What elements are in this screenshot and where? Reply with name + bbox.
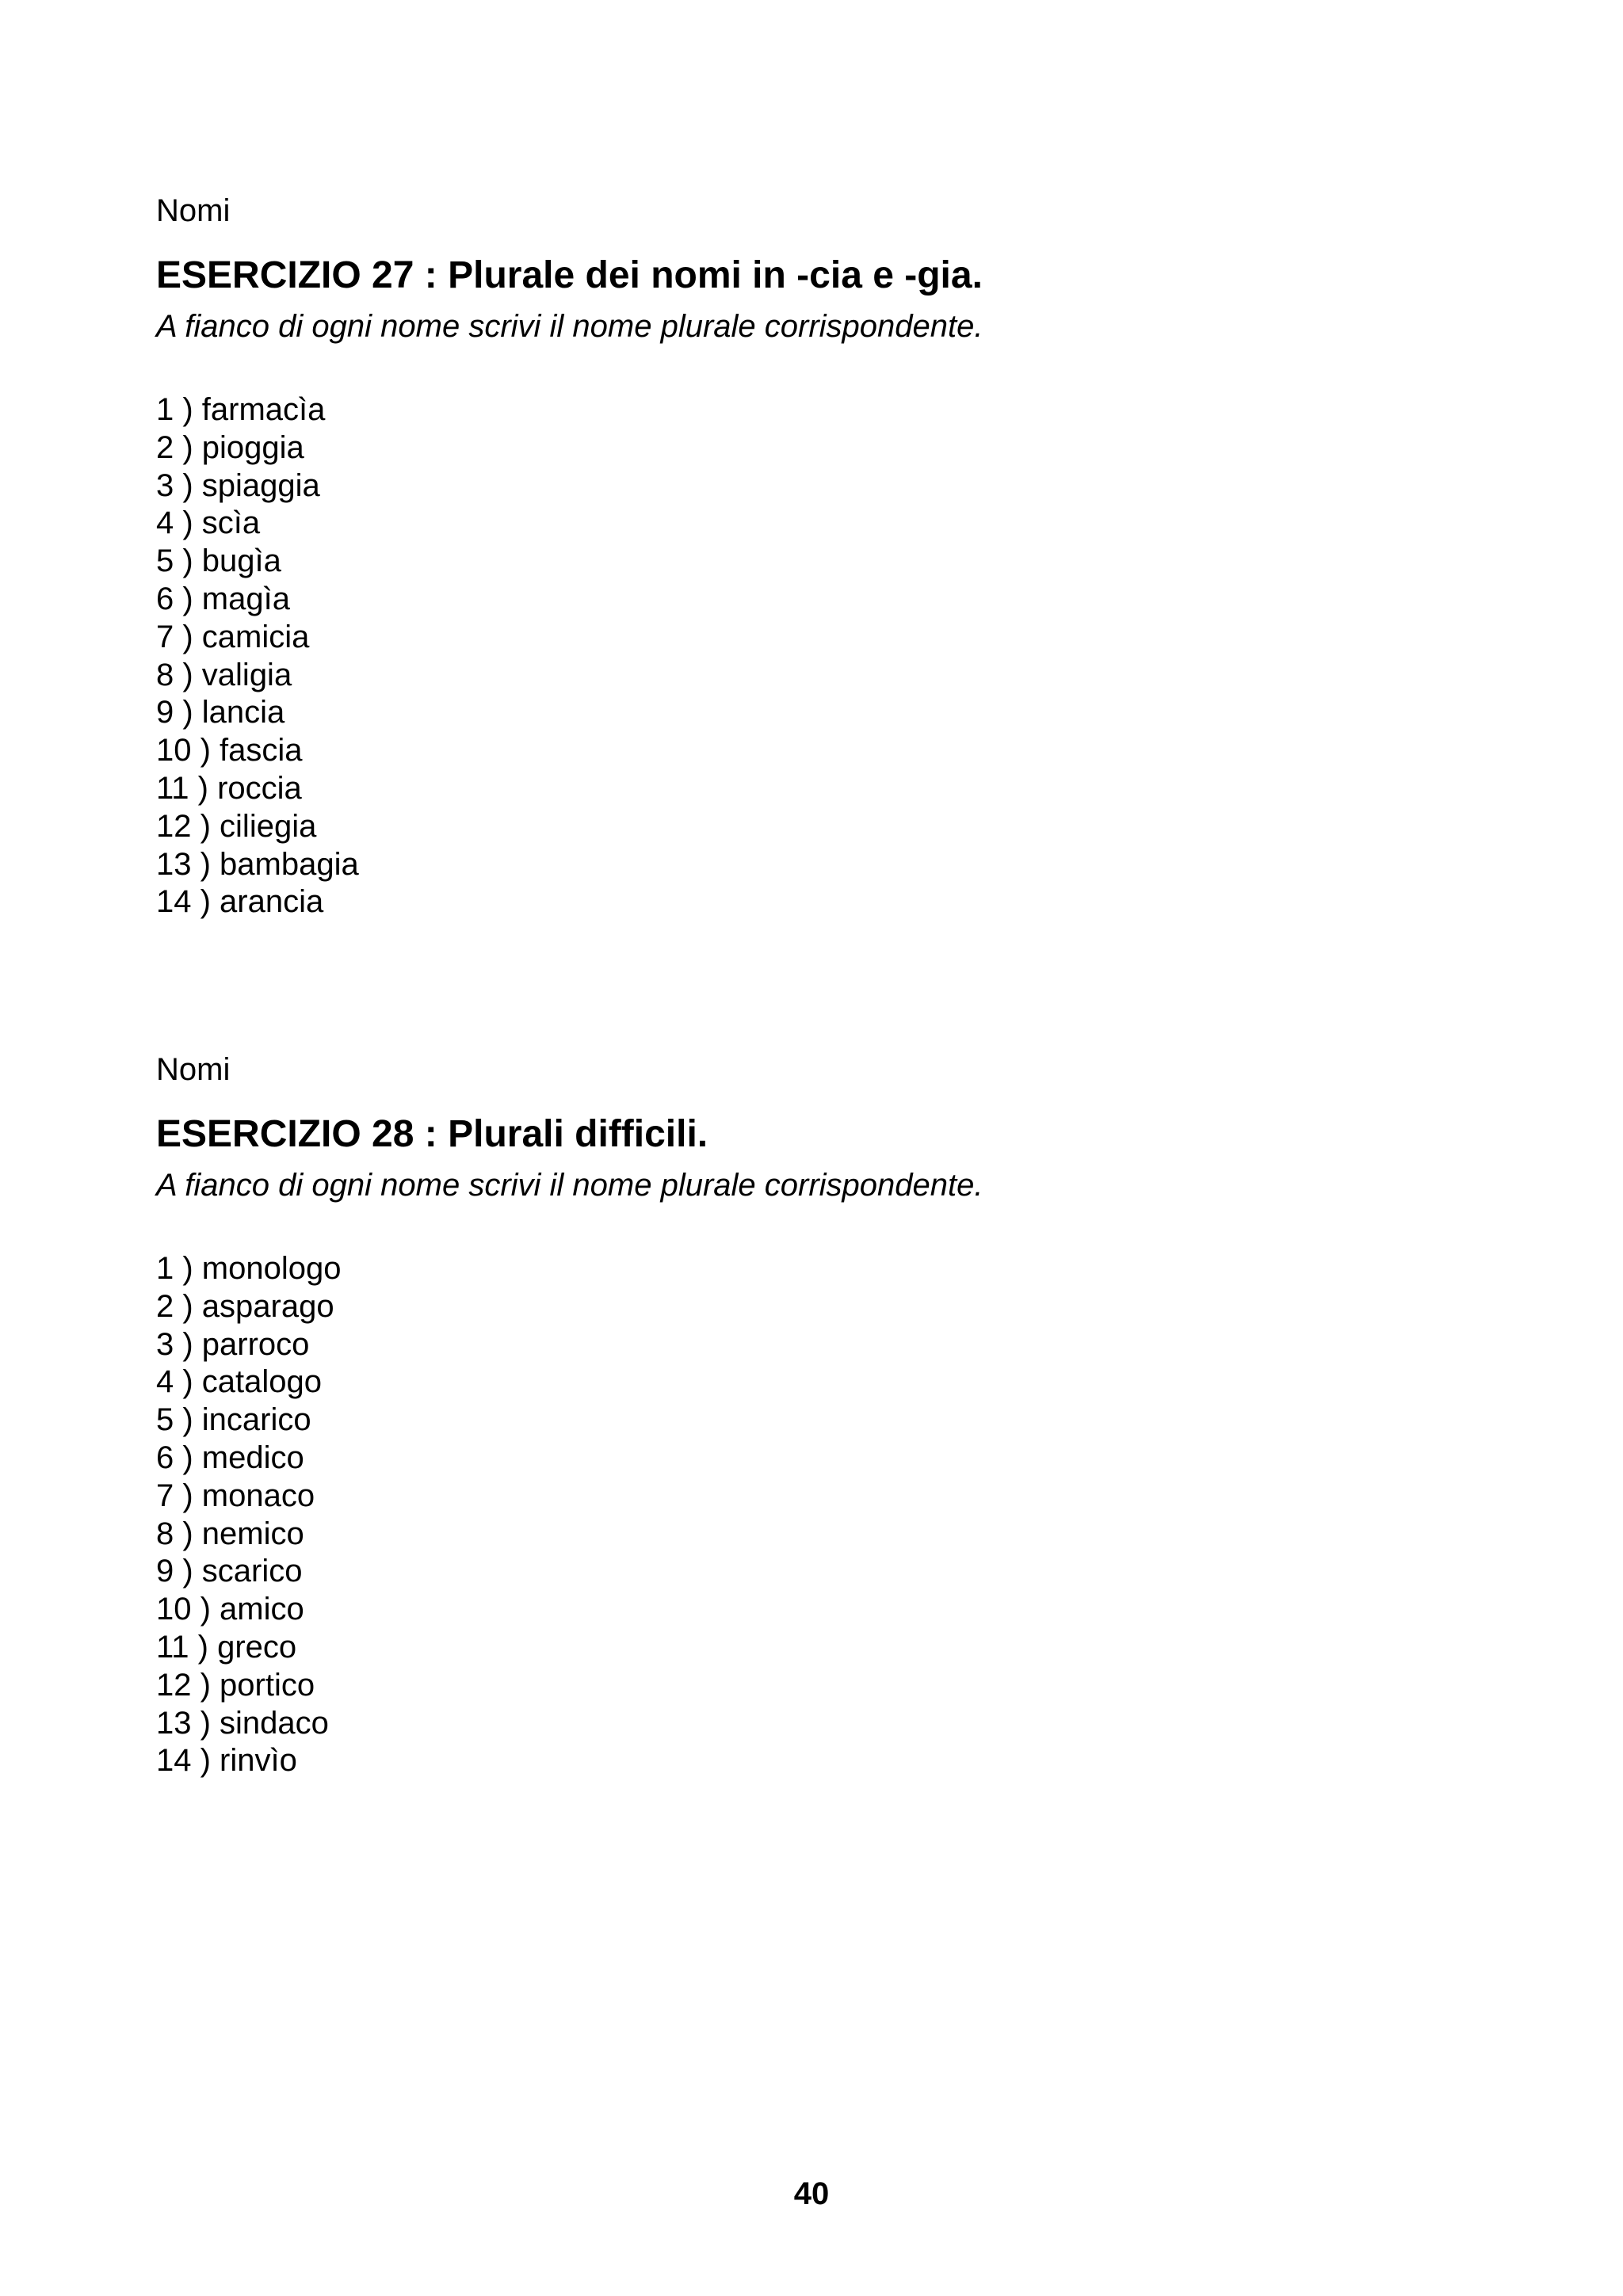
list-item: 13 ) sindaco [156,1705,329,1741]
page-number: 40 [793,2176,830,2211]
list-item: 10 ) amico [156,1592,304,1627]
list-item: 4 ) scìa [156,505,261,541]
list-item: 9 ) lancia [156,695,285,730]
list-item: 6 ) magìa [156,581,290,616]
section-category: Nomi [156,193,231,228]
list-item: 11 ) greco [156,1629,297,1665]
exercise-instruction: A fianco di ogni nome scrivi il nome plurale corrispondente. [156,1168,983,1203]
section-category: Nomi [156,1052,231,1087]
list-item: 1 ) monologo [156,1251,342,1286]
list-item: 14 ) rinvìo [156,1743,297,1779]
list-item: 10 ) fascia [156,733,303,769]
exercise-28 [156,1051,1503,1780]
word-list [156,391,1503,921]
exercise-instruction: A fianco di ogni nome scrivi il nome plurale corrispondente. [156,309,983,344]
list-item: 12 ) ciliegia [156,808,317,844]
list-item: 5 ) bugìa [156,543,281,579]
exercise-27 [156,192,1503,921]
list-item: 11 ) roccia [156,770,302,806]
list-item: 4 ) catalogo [156,1364,323,1400]
list-item: 14 ) arancia [156,884,324,920]
list-item: 1 ) farmacìa [156,392,326,427]
word-list [156,1250,1503,1780]
list-item: 5 ) incarico [156,1402,311,1438]
list-item: 9 ) scarico [156,1554,303,1589]
list-item: 2 ) pioggia [156,429,304,465]
list-item: 3 ) spiaggia [156,467,320,503]
exercise-title: ESERCIZIO 27 : Plurale dei nomi in -cia e -gia. [156,254,983,296]
list-item: 6 ) medico [156,1440,304,1475]
list-item: 13 ) bambagia [156,846,359,882]
list-item: 7 ) camicia [156,619,310,654]
list-item: 3 ) parroco [156,1326,310,1362]
list-item: 12 ) portico [156,1667,315,1703]
exercise-title: ESERCIZIO 28 : Plurali difficili. [156,1113,708,1155]
list-item: 7 ) monaco [156,1478,315,1513]
list-item: 8 ) valigia [156,657,292,692]
list-item: 2 ) asparago [156,1288,334,1324]
list-item: 8 ) nemico [156,1516,304,1551]
